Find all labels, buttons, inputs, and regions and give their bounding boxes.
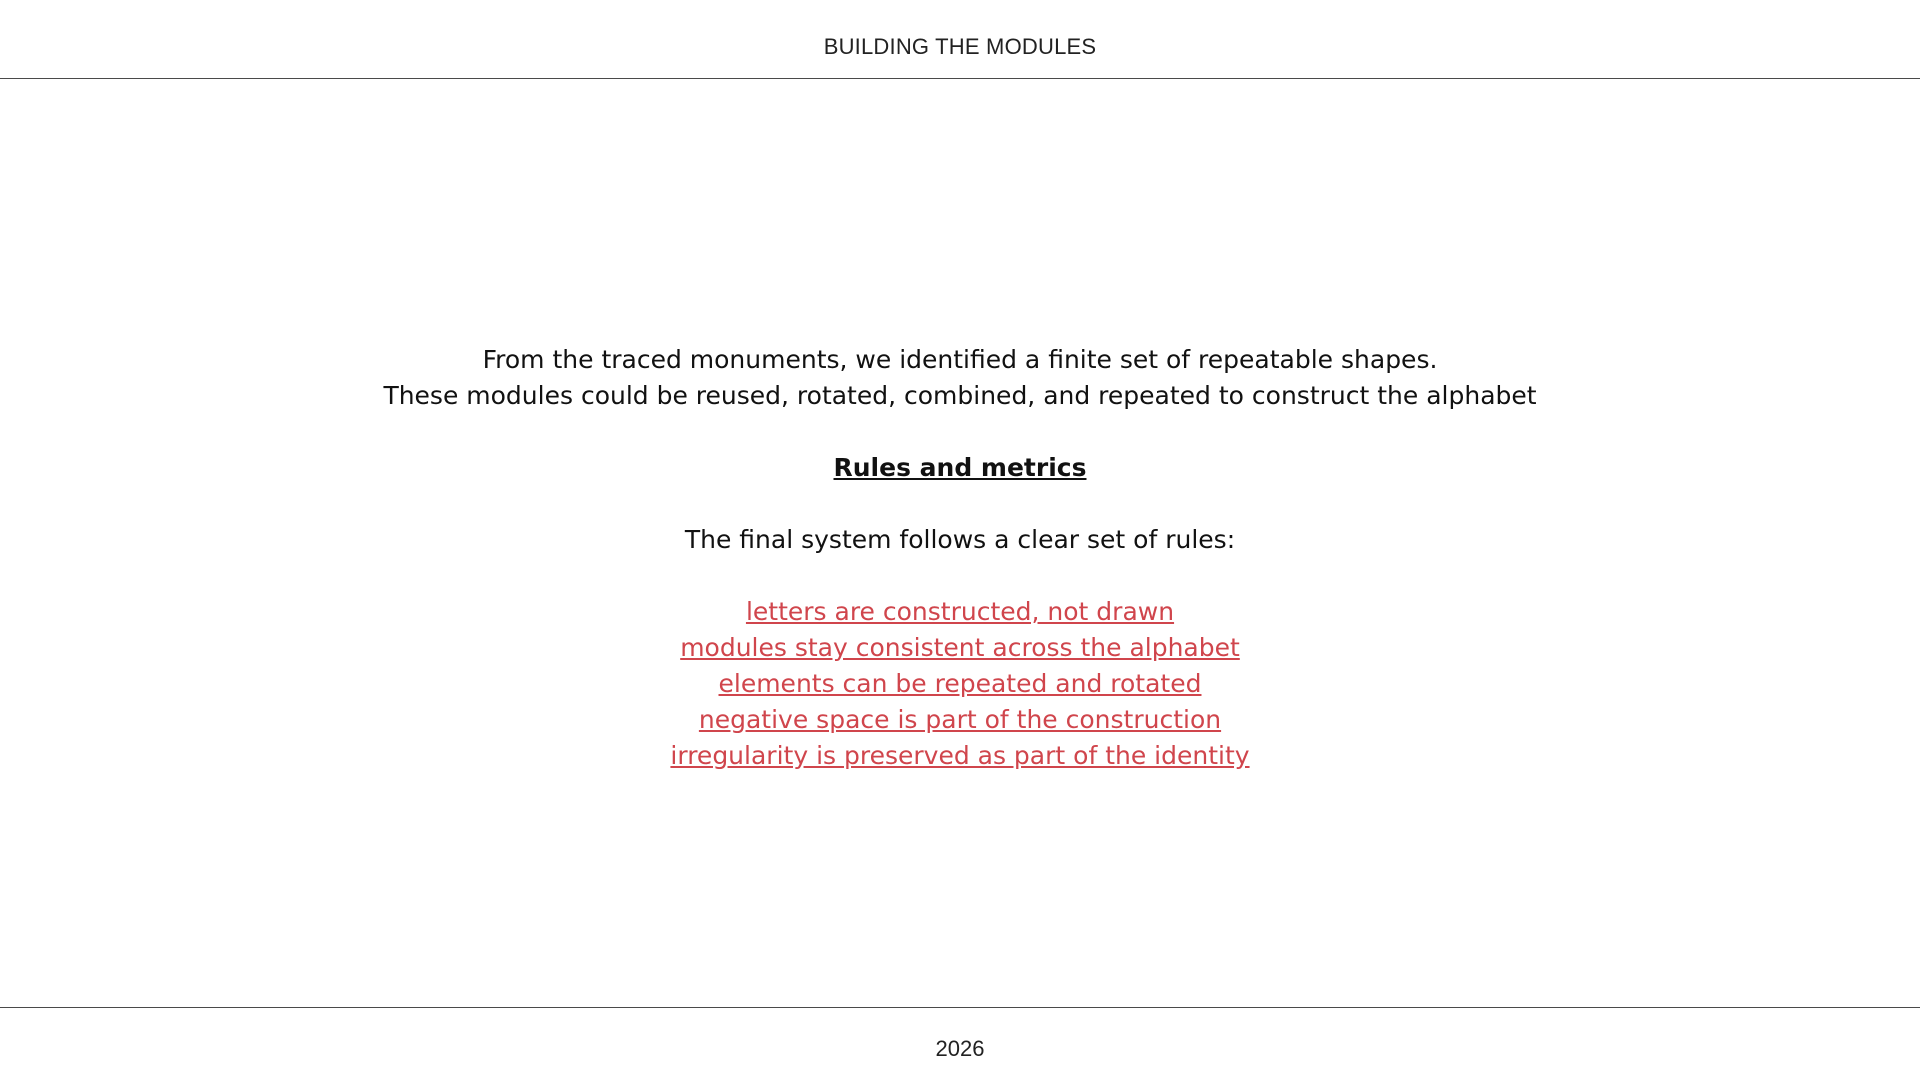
rules-list xyxy=(0,594,1920,774)
rule-link-5[interactable]: irregularity is preserved as part of the identity xyxy=(670,741,1250,770)
list-item xyxy=(0,594,1920,630)
main-content xyxy=(0,342,1920,774)
rules-intro: The final system follows a clear set of rules: xyxy=(684,525,1236,554)
list-item xyxy=(0,738,1920,774)
rule-link-4[interactable]: negative space is part of the construction xyxy=(698,705,1222,734)
rule-link-2[interactable]: modules stay consistent across the alphabet xyxy=(680,633,1240,662)
list-item xyxy=(0,630,1920,666)
intro-line-2: These modules could be reused, rotated, combined, and repeated to construct the alphabet xyxy=(383,381,1537,410)
rule-link-3[interactable]: elements can be repeated and rotated xyxy=(718,669,1202,698)
section-title: Rules and metrics xyxy=(833,453,1087,482)
footer-bar xyxy=(0,1007,1920,1080)
rule-link-1[interactable]: letters are constructed, not drawn xyxy=(745,597,1175,626)
header-bar xyxy=(0,0,1920,79)
footer-year: 2026 xyxy=(935,1036,985,1061)
list-item xyxy=(0,702,1920,738)
header-title: BUILDING THE MODULES xyxy=(823,34,1097,59)
intro-line-1: From the traced monuments, we identified a finite set of repeatable shapes. xyxy=(482,345,1438,374)
list-item xyxy=(0,666,1920,702)
